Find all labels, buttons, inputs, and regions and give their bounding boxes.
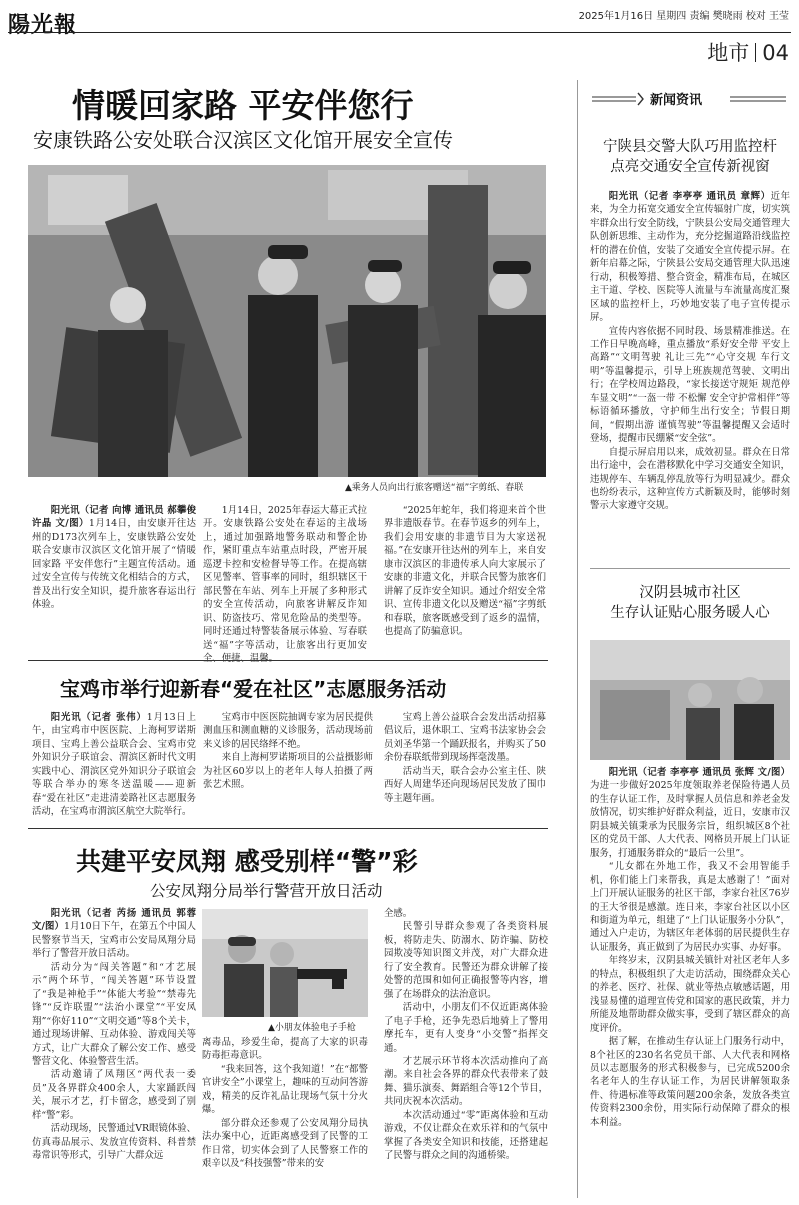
- story3-body-1b: 活动分为“闯关答题”和“才艺展示”两个环节，“闯关答题”环节设置了“我是神枪手”“体能大考验”“禁毒先锋”“反诈联盟”“法治小课堂”“平安凤翔”“你好110”“文明交通”等8个关卡，通过现场讲解、互动体验、游戏闯关等方式，让广大群众了解公安工作、感受警营文化、体验警营生活。: [32, 961, 196, 1067]
- story1-subhead: 安康铁路公安处联合汉滨区文化馆开展安全宣传: [33, 128, 453, 152]
- home-visit-photo: [590, 640, 790, 760]
- page-number: 04: [762, 41, 789, 65]
- brief1-title-line-1: 宁陕县交警大队巧用监控杆: [603, 139, 777, 155]
- newspaper-logo: 陽光報: [8, 12, 78, 38]
- story2-body-2b: 来自上海柯罗诺斯项目的公益摄影师为社区60岁以上的老年人每人拍摄了两张艺术照。: [203, 752, 373, 791]
- story1-column-1: [32, 504, 196, 649]
- brief1-p2: 宣传内容依据不同时段、场景精准推送。在工作日早晚高峰，重点播放“系好安全带 平安上高路”“文明驾驶 礼让三先”“心守交规 车行文明”等温馨提示，引导上班族规范驾驶、文明出行；在学校周边路段，“家长接送守规矩 规范停车显文明”“一盔一带 不松懈 安全守护常相伴”等标语循环播放，守护师生出行安全；节假日期间，“假期出游 谨慎驾驶”等温馨提醒又会适时登场，提醒市民绷紧“安全弦”。: [590, 325, 790, 445]
- child-toy-gun-photo: [202, 909, 368, 1017]
- story1-photo: [28, 165, 546, 477]
- brief2-byline: 阳光讯（记者 李亭亭 通讯员 张辉 文/图）: [608, 767, 790, 778]
- story1-lede: 1月14日，由安康开往达州的D173次列车上，安康铁路公安处联合安康市汉滨区文化馆开展了“情暖回家路 平安伴您行”主题宣传活动。通过安全宣传与传统文化相结合的方式，普及出行安全知识，提升旅客春运出行体验。: [32, 518, 196, 611]
- story2-body-3b: 活动当天，联合会办公室主任、陕西好人周建华还向现场居民发放了围巾等主题年画。: [384, 765, 546, 804]
- story3-column-2: [202, 1036, 368, 1199]
- story3-body-3c: 活动中，小朋友们不仅近距离体验了电子手枪，还争先恐后地骑上了警用摩托车，更有人变身“小交警”指挥交通。: [384, 1002, 548, 1054]
- story1-body: 1月14日，2025年春运大幕正式拉开。安康铁路公安处在春运的主战场上，通过加强路地警务联动和警企协作，紧盯重点车站重点时段，严密开展巡逻卡控和安检督导等工作。在提高辖区见警率、管事率的同时，组织辖区干部民警在车站、列车上开展了多种形式的安全宣传活动，向旅客讲解反诈知识、防盗技巧、常见危险品的类型等。同时还通过特警装备展示体验、写春联送“福”字等活动，让旅客出行更加安全、便捷、温馨。: [203, 505, 367, 664]
- story1-column-2: [203, 504, 367, 664]
- brief2-p2: “儿女都在外地工作，我又不会用智能手机，你们能上门来帮我，真是太感谢了！”面对上门开展认证服务的社区干部，李家台社区76岁的王大爷很是感激。连日来，李家台社区以小区和街道为单元，组建了“上门认证服务小分队”，通过入户走访，为辖区年老体弱的居民提供生存认证服务，真正做到了为居民办实事、办好事。: [590, 861, 790, 953]
- story3-body-2b: “我来回答，这个我知道！”在“都警官讲安全”小课堂上，趣味的互动问答游戏，精美的反诈礼品让现场气氛十分火爆。: [202, 1063, 368, 1116]
- dateline: 2025年1月16日 星期四 责编 樊晓雨 校对 王莹: [578, 11, 789, 22]
- story3-column-1: [32, 907, 196, 1199]
- story3-caption: ▲小朋友体验电子手枪: [268, 1023, 356, 1033]
- story3-headline: 共建平安凤翔 感受别样“警”彩: [76, 847, 418, 876]
- story3-subhead: 公安凤翔分局举行警营开放日活动: [150, 882, 383, 900]
- story1-headline: 情暖回家路 平安伴您行: [72, 86, 414, 125]
- story3-body-2a: 离毒品，珍爱生命，提高了大家的识毒防毒拒毒意识。: [202, 1037, 368, 1062]
- brief2-title: [590, 583, 790, 623]
- sidebar-divider: [577, 80, 578, 1198]
- story2-column-2: [203, 711, 373, 823]
- story3-body-1c: 活动邀请了凤翔区“两代表一委员”及各界群众400余人，大家踊跃闯关，展示才艺，打卡留念，感受到了别样“警”彩。: [32, 1069, 196, 1121]
- brief1-byline: 阳光讯（记者 李亭亭 通讯员 章辉）: [608, 191, 771, 202]
- story3-byline: 阳光讯（记者 芮扬 通讯员 郭蓉 文/图）: [32, 908, 196, 933]
- brief2-p3: 年终岁末，汉阴县城关镇针对社区老年人多的特点，积极组织了大走访活动，围绕群众关心的养老、医疗、社保、就业等热点敏感话题，用浅显易懂的道理宣传党和国家的惠民政策，并力所能及地帮助群众做实事，受到了辖区群众的高度评价。: [590, 955, 790, 1034]
- story2-headline: 宝鸡市举行迎新春“爱在社区”志愿服务活动: [60, 677, 447, 701]
- story3-body-1d: 活动现场，民警通过VR眼镜体验、仿真毒品展示、发放宣传资料、科普禁毒常识等形式，引导广大群众远: [32, 1123, 196, 1162]
- story1-byline: 阳光讯（记者 向博 通讯员 郝攀俊 许晶 文/图）: [32, 505, 196, 530]
- brief2-lede: 为进一步做好2025年度领取养老保险待遇人员的生存认证工作，及时掌握人员信息和养老金发放情况，切实维护好群众利益，近日，安康市汉阴县城关镇秉承为民服务宗旨，组织城区8个社区的党员干部、人大代表、网格员开展上门认证服务，打通服务群众的“最后一公里”。: [590, 780, 790, 859]
- story-divider-2: [28, 828, 548, 829]
- brief2-title-line-1: 汉阴县城市社区: [639, 585, 741, 601]
- train-officers-photo: [28, 165, 546, 477]
- section-name: 地市: [707, 41, 750, 65]
- story2-body-2a: 宝鸡市中医医院抽调专家为居民提供测血压和测血糖的义诊服务，活动现场前来义诊的居民络绎不绝。: [203, 712, 373, 750]
- brief1-lede: 近年来，为全力拓宽交通安全宣传辐射广度，切实筑牢群众出行安全防线，宁陕县公安局交通管理大队创新思维、主动作为，充分挖掘道路沿线监控杆的潜在价值，安装了交通安全宣传提示屏。在新年启幕之际，宁陕县公安局交通管理大队迅速行动，积极筹措、整合资金，精准布局，在城区主干道、学校、医院等人流量与车流量高度汇聚区域的监控杆上，巧妙地安装了电子宣传提示屏。: [590, 191, 790, 324]
- story-divider-1: [28, 660, 548, 661]
- masthead-rule: [8, 32, 791, 33]
- brief2-body: [590, 766, 790, 1198]
- brief2-p4: 据了解，在推动生存认证上门服务行动中，8个社区的230名名党员干部、人大代表和网格员以志愿服务的形式积极参与，已完成5200余名老年人的生存认证工作，为居民讲解领取条件、待遇标准等政策问题200余条，发放各类宣传资料2300余份，用实际行动保障了群众的根本利益。: [590, 1036, 790, 1128]
- sidebar-divider-rule: [590, 568, 790, 569]
- brief1-body: [590, 190, 790, 560]
- story3-body-2c: 部分群众还参观了公安凤翔分局执法办案中心，近距离感受到了民警的工作日常，切实体会到了人民警察工作的艰辛以及“科技强警”带来的安: [202, 1117, 368, 1170]
- story3-photo: [202, 909, 368, 1017]
- story1-caption: ▲乘务人员向出行旅客赠送“福”字剪纸、春联: [345, 483, 524, 493]
- story3-column-3: [384, 907, 548, 1199]
- story3-lede: 1月10日下午，在第五个中国人民警察节当天，宝鸡市公安局凤翔分局举行了警营开放日活动。: [32, 921, 196, 960]
- section-divider: [755, 43, 756, 62]
- brief2-photo: [590, 640, 790, 760]
- story3-body-3d: 才艺展示环节将本次活动推向了高潮。来自社会各界的群众代表带来了鼓舞、猫乐演奏、舞蹈组合等12个节目，共同庆祝本次活动。: [384, 1055, 548, 1108]
- brief1-title: [590, 137, 790, 177]
- story2-body-3a: 宝鸡上善公益联合会发出活动招募倡议后，退休职工、宝鸡书法家协会会员刘圣华第一个踊跃报名，并购买了50余份春联纸带到现场挥毫泼墨。: [384, 712, 546, 764]
- brief2-title-line-2: 生存认证贴心服务暖人心: [610, 605, 770, 621]
- story2-column-1: [32, 711, 196, 823]
- sidebar-section-title: 新闻资讯: [650, 93, 703, 108]
- story3-body-3b: 民警引导群众参观了各类资料展板，将防走失、防溺水、防诈骗、防校园欺凌等知识图文并茂，对广大群众进行了安全教育。民警还为群众讲解了接处警的范围和如何正确报警等内容，增强了在场群众的法治意识。: [384, 921, 548, 1000]
- story2-byline: 阳光讯（记者 张伟）: [50, 712, 147, 723]
- section-label: [707, 37, 789, 67]
- brief1-title-line-2: 点亮交通安全宣传新视窗: [610, 159, 770, 175]
- sidebar-header: [590, 92, 790, 106]
- story1-body-3: “2025年蛇年，我们将迎来首个世界非遗版春节。在春节返乡的列车上，我们会用安康的非遗节目为大家送祝福。”在安康开往达州的列车上，来自安康市汉滨区的非遗传承人向大家展示了安康的非遗文化，并联合民警为旅客们讲解了反诈安全知识。通过介绍安全常识、宣传非遗文化以及赠送“福”字剪纸和春联，旅客既感受到了返乡的温情，也提高了防骗意识。: [384, 505, 546, 638]
- story3-body-3a: 全感。: [384, 908, 413, 919]
- story3-body-3e: 本次活动通过“零”距离体验和互动游戏，不仅让群众在欢乐祥和的气氛中掌握了各类安全知识和技能，还搭建起了民警与群众之间的沟通桥梁。: [384, 1109, 548, 1162]
- story2-lede: 1月13日上午，由宝鸡市中医医院、上海柯罗诺斯项目、宝鸡上善公益联合会、宝鸡市党外知识分子联谊会、渭滨区新时代文明实践中心、渭滨区党外知识分子联谊会等联合举办的寒冬送温暖——迎新春“爱在社区”走进清姜路社区志愿服务活动，在宝鸡市渭滨区航空大院举行。: [32, 712, 197, 818]
- story2-column-3: [384, 711, 546, 823]
- story1-column-3: [384, 504, 546, 649]
- brief1-p3: 自提示屏启用以来，成效初显。群众在日常出行途中，会在潜移默化中学习交通安全知识，违规停车、车辆乱停乱放等行为明显减少。群众也纷纷表示，这种宣传方式新颖及时，能够时刻警示大家遵守交规。: [590, 446, 790, 512]
